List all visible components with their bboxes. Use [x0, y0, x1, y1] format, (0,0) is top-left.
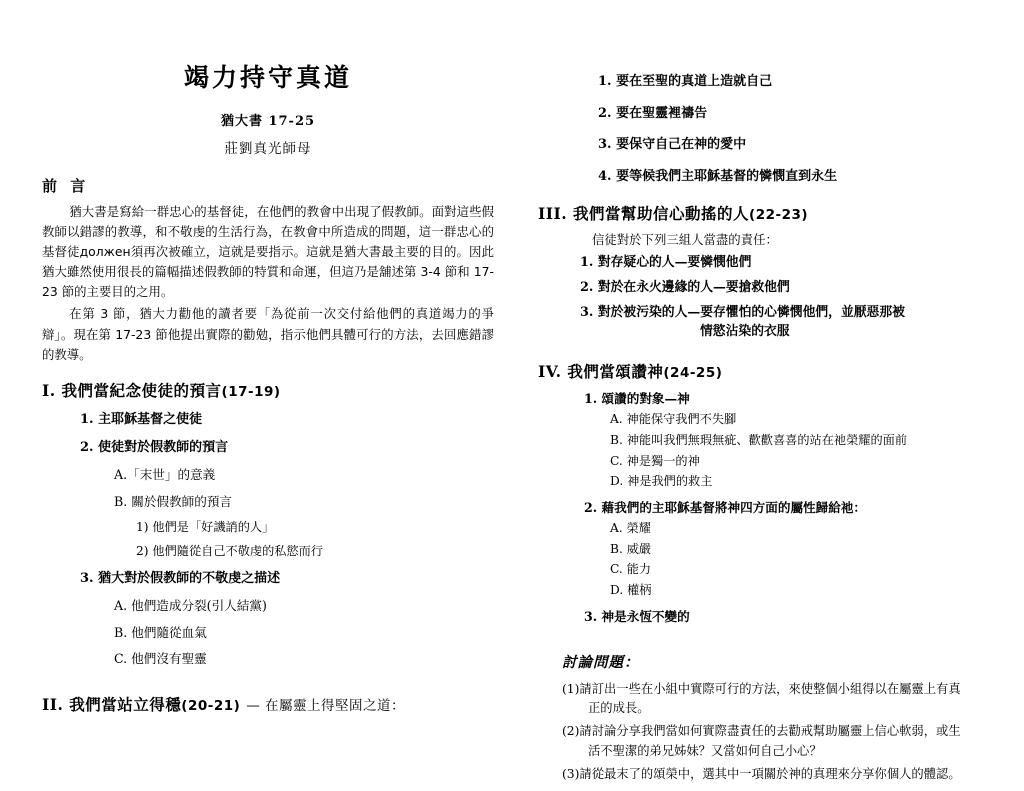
section-three-item-2: 2. 對於在永火邊緣的人—要搶救他們 — [580, 279, 790, 295]
section-four-item-1a: A. 神能保守我們不失腳 — [610, 412, 737, 427]
discussion-item-1-wrap: 正的成長。 — [588, 701, 650, 716]
section-four-item-1d: D. 神是我們的救主 — [610, 474, 713, 489]
preface-paragraph-2: 在第 3 節，猶大力勸他的讀者要「為從前一次交付給他們的真道竭力的爭辯」。現在第 17-23 節他提出實際的勸勉，指示他們具體可行的方法，去回應錯謬的教導。 — [42, 306, 494, 362]
section-one-title: I. 我們當紀念使徒的預言 — [42, 380, 222, 400]
discussion-item-2 — [538, 722, 988, 761]
section-four-item-2: 2. 藉我們的主耶穌基督將神四方面的屬性歸給祂： — [584, 500, 867, 516]
section-four-ref: (24-25) — [663, 365, 723, 382]
section-two-item-3: 3. 要保守自己在神的愛中 — [598, 137, 747, 152]
section-four-item-2b: B. 威嚴 — [610, 541, 652, 556]
author-name: 莊劉真光師母 — [224, 141, 312, 157]
section-two-item-1: 1. 要在至聖的真道上造就自己 — [598, 74, 773, 89]
section-one-item-2b1: 1) 他們是「好譏誚的人」 — [136, 519, 275, 534]
section-one-item-3c: C. 他們沒有聖靈 — [114, 651, 207, 667]
section-heading-two — [42, 693, 494, 715]
section-one-ref: (17-19) — [221, 383, 281, 400]
section-one-item-2b: B. 關於假教師的預言 — [114, 493, 233, 509]
section-three-title: III. 我們當幫助信心動搖的人 — [538, 204, 750, 223]
section-four-item-2c: C. 能力 — [610, 562, 652, 577]
section-two-item-4: 4. 要等候我們主耶穌基督的憐憫直到永生 — [598, 168, 838, 184]
section-four-item-2a: A. 榮耀 — [610, 521, 651, 536]
section-four-title: IV. 我們當頌讚神 — [538, 362, 664, 382]
page-title: 竭力持守真道 — [183, 63, 352, 92]
discussion-item-1 — [538, 680, 988, 719]
section-one-item-3a: A. 他們造成分裂(引人結黨) — [114, 597, 267, 613]
section-three-ref: (22-23) — [749, 207, 809, 223]
right-column — [528, 40, 988, 781]
section-three-item-3 — [538, 303, 988, 343]
section-one-item-1: 1. 主耶穌基督之使徒 — [80, 411, 203, 427]
section-four-item-1b: B. 神能叫我們無瑕無疵、歡歡喜喜的站在祂榮耀的面前 — [610, 433, 908, 447]
section-four-item-2d: D. 權柄 — [610, 583, 652, 598]
preface-paragraph-1: 猶大書是寫給一群忠心的基督徒，在他們的教會中出現了假教師。面對這些假教師以錯謬的教導，和不敬虔的生活行為，在教會中所造成的問題，這一群忠心的基督徒должен須再次被確立，這就是要指示。這就是猶大書最主要的目的。因此猶大雖然使用很長的篇幅描述假教師的特質和命運，但這乃是舖述第 3-4 節和 17-23 節的主要目的之用。 — [42, 204, 494, 300]
section-three-item-3-continuation: 情慾沾染的衣服 — [700, 324, 790, 340]
discussion-item-1-lead: (1)請訂出一些在小組中實際可行的方法，來使整個小組得以在屬靈上有真 — [562, 681, 961, 696]
discussion-item-3 — [538, 765, 988, 785]
section-two-tail: — 在屬靈上得堅固之道： — [246, 698, 406, 715]
section-heading-four — [538, 360, 988, 382]
section-one-item-3b: B. 他們隨從血氣 — [114, 624, 207, 640]
discussion-item-2-lead: (2)請討論分享我們當如何實際盡責任的去勸戒幫助屬靈上信心軟弱，或生 — [562, 724, 961, 739]
section-one-item-2b2: 2) 他們隨從自己不敬虔的私慾而行 — [136, 543, 324, 558]
section-three-item-3-text: 3. 對於被污染的人—要存懼怕的心憐憫他們，並厭惡那被 — [580, 304, 905, 320]
scripture-reference: 猶大書 17-25 — [220, 114, 316, 129]
discussion-item-2-wrap: 活不聖潔的弟兄姊妹？又當如何自己小心？ — [588, 743, 822, 758]
section-three-item-1: 1. 對存疑心的人—要憐憫他們 — [580, 255, 752, 270]
section-four-item-1c: C. 神是獨一的神 — [610, 453, 700, 468]
left-column — [34, 40, 494, 771]
discussion-item-3-lead: (3)請從最末了的頌榮中，選其中一項關於神的真理來分享你個人的體認。 — [562, 766, 961, 781]
discussion-heading: 討論問題： — [562, 653, 640, 671]
preface-heading: 前 言 — [42, 177, 90, 195]
section-two-title: II. 我們當站立得穩 — [42, 695, 182, 715]
section-one-item-2: 2. 使徒對於假教師的預言 — [80, 440, 229, 456]
section-one-item-3: 3. 猶大對於假教師的不敬虔之描述 — [80, 571, 281, 587]
section-four-item-3: 3. 神是永恆不變的 — [584, 608, 690, 624]
section-heading-three — [538, 202, 988, 224]
section-two-ref: (20-21) — [181, 698, 241, 715]
section-one-item-2a: A.「末世」的意義 — [114, 466, 216, 482]
section-four-item-1: 1. 頌讚的對象—神 — [584, 391, 690, 407]
section-heading-one — [42, 379, 494, 401]
section-three-note: 信徒對於下列三組人當盡的責任： — [592, 232, 778, 247]
section-two-item-2: 2. 要在聖靈裡禱告 — [598, 105, 708, 121]
